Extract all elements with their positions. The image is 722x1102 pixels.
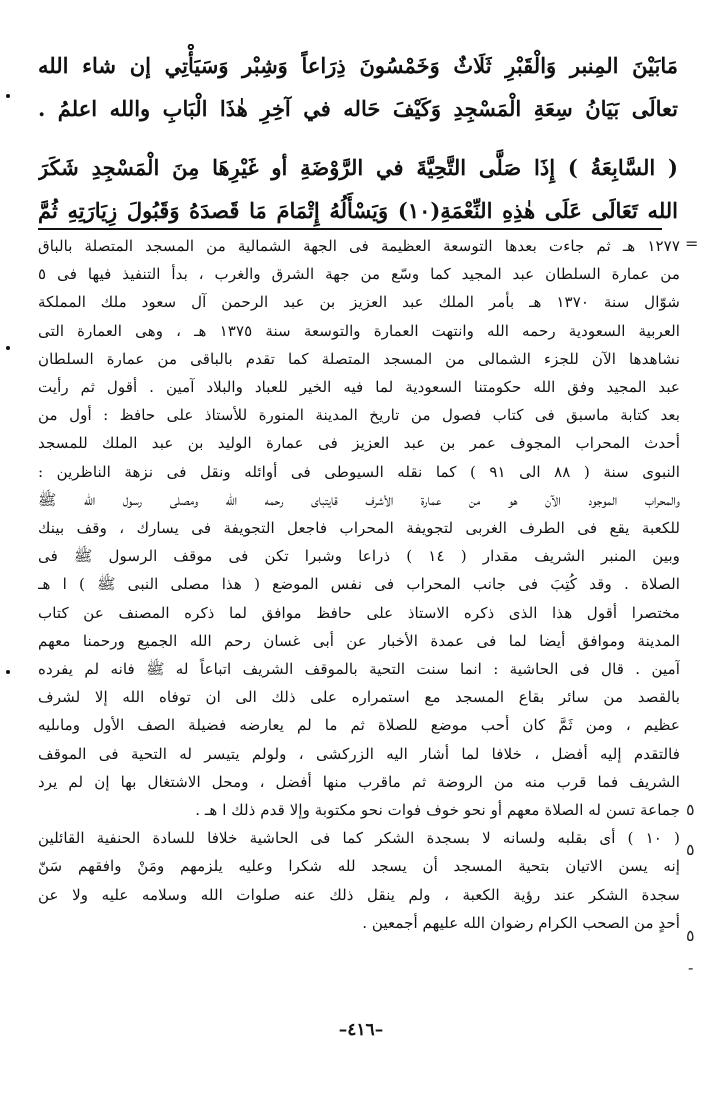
- margin-mark: ٥: [686, 926, 695, 945]
- footnote-line: بعد كتابة ماسبق فى كتاب فصول من تاريخ المدينة المنورة للأستاذ على حافظ : أول من: [38, 406, 680, 425]
- footnote-line: العربية السعودية رحمه الله وانتهت العمارة والتوسعة سنة ١٣٧٥ هـ ، وهى العمارة التى: [38, 321, 680, 340]
- footnote-line: بالقصد من سائر بقاع المسجد مع استمراره على ذلك الى ان توفاه الله إلا لشرف: [38, 688, 680, 707]
- margin-mark: =: [685, 234, 699, 253]
- footnote-line: سجدة الشكر عند رؤية الكعبة ، ولم ينقل ذلك عنه صلوات الله وسلامه عليه ولا عن: [38, 885, 680, 904]
- footnote-line: النبوى سنة ( ٨٨ الى ٩١ ) كما نقله السيوطى فى أوائله ونقل فى نزهة الناظرين :: [38, 462, 680, 481]
- footnote-line: آمين . قال فى الحاشية : انما سنت التحية بالموقف الشريف اتباعاً له ﷺ فانه لم يفرده: [38, 660, 680, 679]
- footnote-line: مختصرا أقول هذا الذى ذكره الاستاذ على حافظ موافق لما ذكره المصنف عن كتاب: [38, 603, 680, 622]
- main-text-paragraph-1: [38, 44, 678, 130]
- footnote-line: وبين المنبر الشريف مقدار ( ١٤ ) ذراعا وشبرا تكن فى موقف الرسول ﷺ فى: [38, 547, 680, 566]
- main-text-line: مَابَيْنَ المِنبر وَالْقَبْرِ ثَلَاثٌ وَخَمْسُونَ ذِرَاعاً وَشِبْر وَسَيَأْتِي إن شاء الله: [38, 53, 678, 78]
- footnote-separator-rule: [38, 228, 662, 230]
- footnote-line: من عمارة السلطان عبد المجيد كما وسّع من جهة الشرق والغرب ، بدأ التنفيذ فيها فى ٥: [38, 265, 680, 284]
- footnotes: [38, 232, 680, 937]
- page-number: –٤١٦–: [338, 1020, 384, 1040]
- footnote-line: أحدٍ من الصحب الكرام رضوان الله عليهم أجمعين .: [362, 913, 680, 932]
- footnote-line: الصلاة . وقد كُتِبَ فى جانب المحراب فى نفس الموضع ( هذا مصلى النبى ﷺ ) ا هـ: [38, 575, 680, 594]
- footnote-line: والمحراب الموجود الآن هو من عمارة الأشرف قايتباى رحمه الله ومصلى رسول الله ﷺ: [38, 490, 680, 509]
- footnote-line: جماعة تسن له الصلاة معهم أو نحو خوف فوات نحو مكتوبة وإلا قدم ذلك ا هـ .: [195, 801, 680, 820]
- footnote-line: إنه يسن الاتيان بتحية المسجد أن يسجد لله شكرا وعليه يلزمهم ومَنْ وافقهم سَنّ: [38, 857, 680, 876]
- main-text-line: الله تَعَالَى عَلَى هٰذِهِ النِّعْمَةِ(١٠) وَيَسْأَلُهُ إِتْمَامَ مَا قَصدَهُ وَقَبُولَ زِيَارَتِهِ ثُمَّ: [38, 198, 678, 223]
- main-text-line: ( السَّابِعَةُ ) إِذَا صَلَّى التَّحِيَّةَ في الرَّوْضَةِ أو غَيْرِهَا مِنَ الْمَسْجِدِ شَكَرَ: [38, 155, 678, 180]
- footnote-line: فالتقدم إليه أفضل ، خلافا لما أشار اليه الزركشى ، ولولم يتيسر له التحية فى الموقف: [38, 744, 680, 763]
- margin-mark: -: [688, 958, 694, 977]
- edge-dot: [6, 346, 10, 350]
- footnote-line: عظيم ، ومن ثَمَّ كان أحب موضع للصلاة ثم ما لم يعارضه فضيلة الصف الأول وماىليه: [38, 716, 680, 735]
- footnote-line: ١٢٧٧ هـ ثم جاءت بعدها التوسعة العظيمة فى الجهة الشمالية من المسجد المتصلة بالباق: [38, 237, 680, 255]
- edge-dot: [6, 670, 10, 674]
- footnote-line: أحدث المحراب المجوف عمر بن عبد العزيز فى عمارة الوليد بن عبد الملك للمسجد: [38, 434, 680, 453]
- footnote-line: الشريف فما قرب منه من الروضة ثم ماقرب منها أفضل ، ومحل الاشتغال بها إن لم يرد: [38, 772, 680, 791]
- footnote-line: عبد المجيد وفق الله حكومتنا السعودية لما فيه الخير للعباد والبلاد آمين . أقول ثم رأيت: [38, 378, 680, 397]
- edge-dot: [6, 94, 10, 98]
- footnote-line: نشاهدها الآن للجزء الشمالى من المسجد المتصلة كما تقدم بالباقى من عمارة السلطان: [38, 349, 680, 368]
- footnote-line: ( ١٠ ) أى بقلبه ولسانه لا بسجدة الشكر كما فى الحاشية خلافا للسادة الحنفية القائلين: [38, 829, 680, 848]
- margin-mark: ٥: [686, 800, 695, 819]
- footnote-line: المدينة وموافق أيضا لما فى عمدة الأخبار عن أبى غسان رحم الله الجميع ورحمنا معهم: [38, 631, 680, 650]
- main-text-paragraph-2: [38, 146, 678, 232]
- footnote-line: شوّال سنة ١٣٧٠ هـ بأمر الملك عبد العزيز بن عبد الرحمن آل سعود ملك المملكة: [38, 293, 680, 312]
- main-text-line: تعالَى بَيَانُ سِعَةِ الْمَسْجِدِ وَكَيْفَ حَاله في آخِرِ هٰذَا الْبَابِ والله اعلمُ .: [38, 96, 678, 121]
- footnote-line: للكعبة يقع فى الطرف الغربى لتجويفة المحراب فاجعل التجويفة فى يسارك ، وقف بينك: [38, 519, 680, 538]
- margin-mark: ٥: [686, 840, 695, 859]
